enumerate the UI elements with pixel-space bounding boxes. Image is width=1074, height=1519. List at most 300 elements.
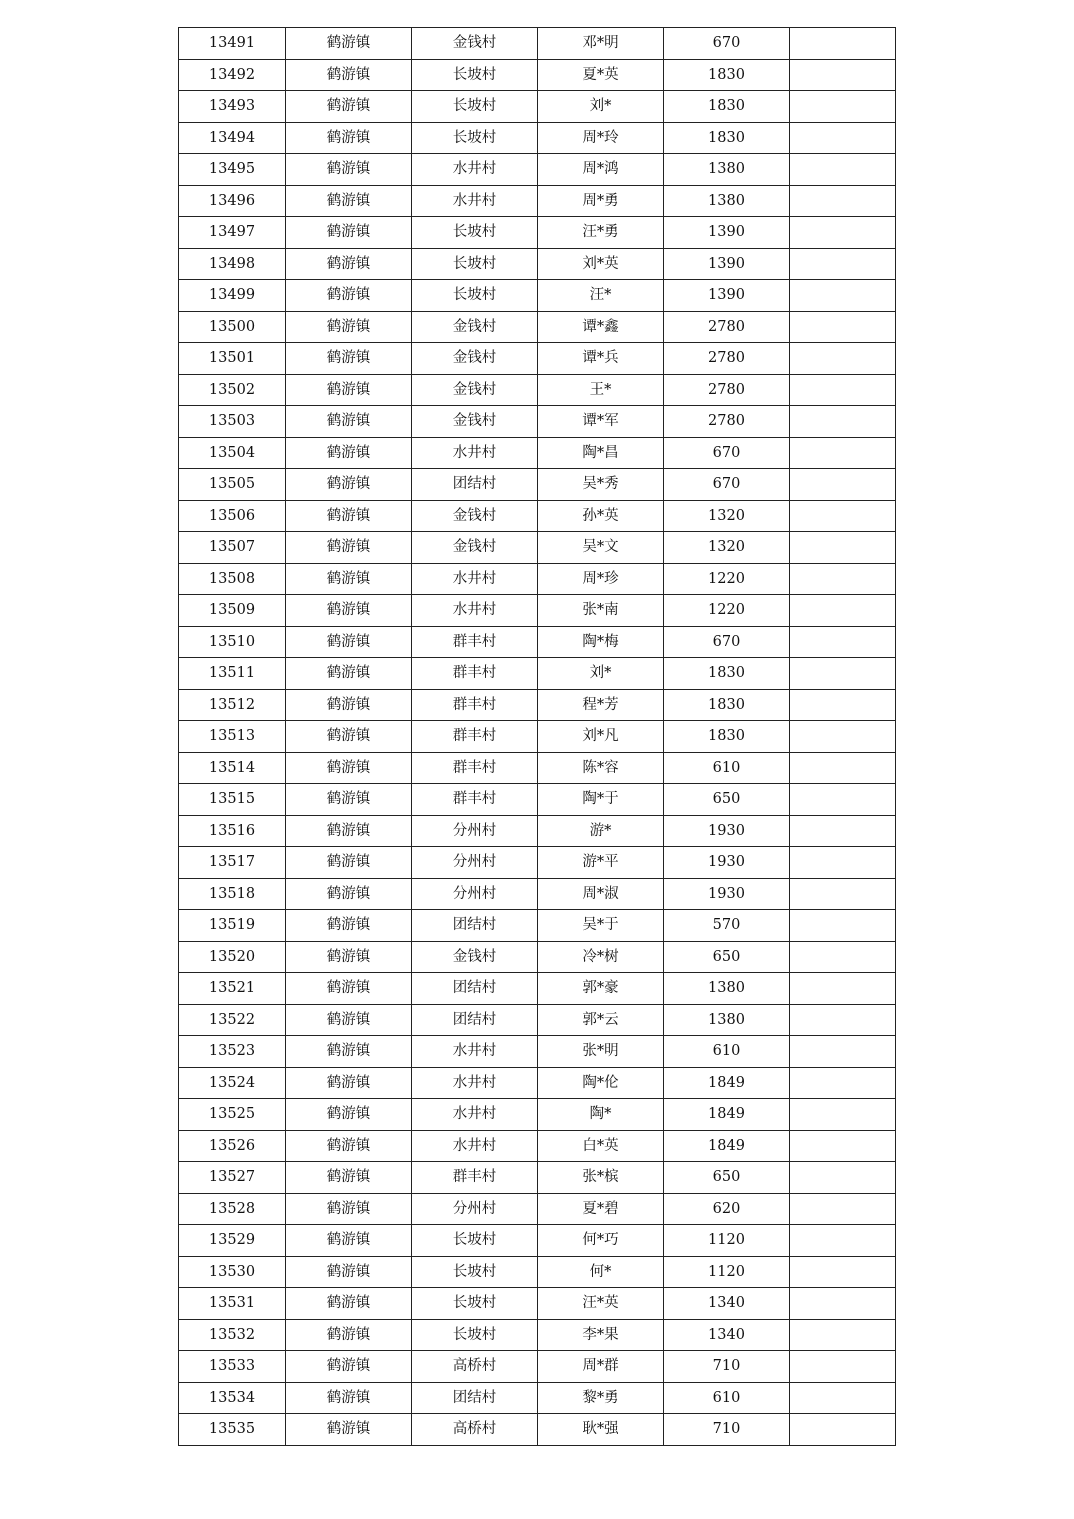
serial-number-cell: 13492 [179, 59, 286, 91]
serial-number-cell: 13525 [179, 1099, 286, 1131]
town-cell: 鹤游镇 [286, 1099, 412, 1131]
village-cell: 金钱村 [412, 406, 538, 438]
table-row [179, 437, 896, 469]
village-cell: 金钱村 [412, 374, 538, 406]
village-cell: 群丰村 [412, 1162, 538, 1194]
amount-cell: 2780 [664, 374, 790, 406]
village-cell: 群丰村 [412, 658, 538, 690]
amount-cell: 610 [664, 1382, 790, 1414]
serial-number-cell: 13530 [179, 1256, 286, 1288]
amount-cell: 570 [664, 910, 790, 942]
village-cell: 长坡村 [412, 1319, 538, 1351]
village-cell: 水井村 [412, 1036, 538, 1068]
town-cell: 鹤游镇 [286, 910, 412, 942]
table-row [179, 1036, 896, 1068]
town-cell: 鹤游镇 [286, 1004, 412, 1036]
name-cell: 程*芳 [538, 689, 664, 721]
amount-cell: 1340 [664, 1288, 790, 1320]
serial-number-cell: 13519 [179, 910, 286, 942]
remark-cell [790, 910, 896, 942]
serial-number-cell: 13535 [179, 1414, 286, 1446]
remark-cell [790, 1004, 896, 1036]
serial-number-cell: 13517 [179, 847, 286, 879]
remark-cell [790, 1225, 896, 1257]
amount-cell: 650 [664, 784, 790, 816]
serial-number-cell: 13504 [179, 437, 286, 469]
amount-cell: 1830 [664, 689, 790, 721]
amount-cell: 1849 [664, 1067, 790, 1099]
village-cell: 金钱村 [412, 941, 538, 973]
serial-number-cell: 13506 [179, 500, 286, 532]
remark-cell [790, 1288, 896, 1320]
serial-number-cell: 13518 [179, 878, 286, 910]
name-cell: 耿*强 [538, 1414, 664, 1446]
serial-number-cell: 13524 [179, 1067, 286, 1099]
table-row [179, 973, 896, 1005]
town-cell: 鹤游镇 [286, 311, 412, 343]
amount-cell: 1380 [664, 1004, 790, 1036]
table-row [179, 1319, 896, 1351]
serial-number-cell: 13499 [179, 280, 286, 312]
amount-cell: 2780 [664, 343, 790, 375]
name-cell: 黎*勇 [538, 1382, 664, 1414]
town-cell: 鹤游镇 [286, 784, 412, 816]
town-cell: 鹤游镇 [286, 28, 412, 60]
town-cell: 鹤游镇 [286, 532, 412, 564]
table-row [179, 595, 896, 627]
remark-cell [790, 469, 896, 501]
name-cell: 周*勇 [538, 185, 664, 217]
amount-cell: 670 [664, 437, 790, 469]
village-cell: 长坡村 [412, 122, 538, 154]
serial-number-cell: 13500 [179, 311, 286, 343]
table-row [179, 185, 896, 217]
amount-cell: 1390 [664, 217, 790, 249]
town-cell: 鹤游镇 [286, 406, 412, 438]
serial-number-cell: 13511 [179, 658, 286, 690]
village-cell: 长坡村 [412, 1256, 538, 1288]
village-cell: 金钱村 [412, 311, 538, 343]
serial-number-cell: 13514 [179, 752, 286, 784]
village-cell: 水井村 [412, 1067, 538, 1099]
table-row [179, 1414, 896, 1446]
roster-table-body [179, 28, 896, 1446]
amount-cell: 1120 [664, 1225, 790, 1257]
village-cell: 长坡村 [412, 59, 538, 91]
town-cell: 鹤游镇 [286, 500, 412, 532]
village-cell: 团结村 [412, 973, 538, 1005]
amount-cell: 650 [664, 941, 790, 973]
serial-number-cell: 13531 [179, 1288, 286, 1320]
amount-cell: 1830 [664, 122, 790, 154]
remark-cell [790, 626, 896, 658]
name-cell: 游* [538, 815, 664, 847]
town-cell: 鹤游镇 [286, 59, 412, 91]
town-cell: 鹤游镇 [286, 815, 412, 847]
serial-number-cell: 13510 [179, 626, 286, 658]
remark-cell [790, 1351, 896, 1383]
town-cell: 鹤游镇 [286, 1036, 412, 1068]
remark-cell [790, 1193, 896, 1225]
name-cell: 陶*梅 [538, 626, 664, 658]
amount-cell: 2780 [664, 311, 790, 343]
serial-number-cell: 13513 [179, 721, 286, 753]
serial-number-cell: 13501 [179, 343, 286, 375]
remark-cell [790, 815, 896, 847]
remark-cell [790, 1256, 896, 1288]
town-cell: 鹤游镇 [286, 374, 412, 406]
remark-cell [790, 973, 896, 1005]
table-row [179, 910, 896, 942]
village-cell: 水井村 [412, 595, 538, 627]
village-cell: 长坡村 [412, 1225, 538, 1257]
name-cell: 谭*鑫 [538, 311, 664, 343]
table-row [179, 847, 896, 879]
remark-cell [790, 248, 896, 280]
amount-cell: 1849 [664, 1130, 790, 1162]
village-cell: 群丰村 [412, 721, 538, 753]
table-row [179, 721, 896, 753]
town-cell: 鹤游镇 [286, 1162, 412, 1194]
remark-cell [790, 59, 896, 91]
serial-number-cell: 13507 [179, 532, 286, 564]
town-cell: 鹤游镇 [286, 122, 412, 154]
town-cell: 鹤游镇 [286, 658, 412, 690]
remark-cell [790, 28, 896, 60]
village-cell: 分州村 [412, 815, 538, 847]
village-cell: 金钱村 [412, 28, 538, 60]
name-cell: 邓*明 [538, 28, 664, 60]
table-row [179, 1193, 896, 1225]
town-cell: 鹤游镇 [286, 563, 412, 595]
table-row [179, 658, 896, 690]
serial-number-cell: 13521 [179, 973, 286, 1005]
name-cell: 陶*伦 [538, 1067, 664, 1099]
town-cell: 鹤游镇 [286, 878, 412, 910]
table-row [179, 280, 896, 312]
serial-number-cell: 13496 [179, 185, 286, 217]
name-cell: 何* [538, 1256, 664, 1288]
remark-cell [790, 1130, 896, 1162]
village-cell: 长坡村 [412, 248, 538, 280]
village-cell: 水井村 [412, 154, 538, 186]
serial-number-cell: 13502 [179, 374, 286, 406]
name-cell: 张*槟 [538, 1162, 664, 1194]
town-cell: 鹤游镇 [286, 847, 412, 879]
amount-cell: 1830 [664, 721, 790, 753]
table-row [179, 217, 896, 249]
village-cell: 水井村 [412, 185, 538, 217]
remark-cell [790, 217, 896, 249]
remark-cell [790, 185, 896, 217]
name-cell: 汪* [538, 280, 664, 312]
village-cell: 水井村 [412, 1130, 538, 1162]
amount-cell: 710 [664, 1351, 790, 1383]
name-cell: 刘*凡 [538, 721, 664, 753]
name-cell: 周*淑 [538, 878, 664, 910]
remark-cell [790, 1162, 896, 1194]
table-row [179, 941, 896, 973]
remark-cell [790, 878, 896, 910]
table-row [179, 500, 896, 532]
table-row [179, 1256, 896, 1288]
village-cell: 群丰村 [412, 784, 538, 816]
serial-number-cell: 13509 [179, 595, 286, 627]
amount-cell: 1340 [664, 1319, 790, 1351]
village-cell: 长坡村 [412, 217, 538, 249]
name-cell: 游*平 [538, 847, 664, 879]
serial-number-cell: 13494 [179, 122, 286, 154]
serial-number-cell: 13491 [179, 28, 286, 60]
remark-cell [790, 1319, 896, 1351]
name-cell: 谭*军 [538, 406, 664, 438]
village-cell: 群丰村 [412, 689, 538, 721]
serial-number-cell: 13529 [179, 1225, 286, 1257]
village-cell: 水井村 [412, 437, 538, 469]
town-cell: 鹤游镇 [286, 721, 412, 753]
town-cell: 鹤游镇 [286, 689, 412, 721]
table-row [179, 532, 896, 564]
table-row [179, 752, 896, 784]
amount-cell: 1830 [664, 91, 790, 123]
remark-cell [790, 437, 896, 469]
name-cell: 周*群 [538, 1351, 664, 1383]
remark-cell [790, 941, 896, 973]
serial-number-cell: 13516 [179, 815, 286, 847]
town-cell: 鹤游镇 [286, 1319, 412, 1351]
name-cell: 陶*于 [538, 784, 664, 816]
amount-cell: 1930 [664, 878, 790, 910]
village-cell: 团结村 [412, 469, 538, 501]
name-cell: 汪*勇 [538, 217, 664, 249]
table-row [179, 1351, 896, 1383]
name-cell: 白*英 [538, 1130, 664, 1162]
table-row [179, 59, 896, 91]
table-row [179, 469, 896, 501]
amount-cell: 670 [664, 28, 790, 60]
amount-cell: 1380 [664, 154, 790, 186]
table-row [179, 1067, 896, 1099]
remark-cell [790, 721, 896, 753]
village-cell: 金钱村 [412, 343, 538, 375]
amount-cell: 2780 [664, 406, 790, 438]
serial-number-cell: 13523 [179, 1036, 286, 1068]
table-row [179, 784, 896, 816]
amount-cell: 650 [664, 1162, 790, 1194]
serial-number-cell: 13508 [179, 563, 286, 595]
serial-number-cell: 13512 [179, 689, 286, 721]
amount-cell: 610 [664, 752, 790, 784]
remark-cell [790, 311, 896, 343]
serial-number-cell: 13495 [179, 154, 286, 186]
name-cell: 冷*树 [538, 941, 664, 973]
town-cell: 鹤游镇 [286, 437, 412, 469]
town-cell: 鹤游镇 [286, 248, 412, 280]
town-cell: 鹤游镇 [286, 1193, 412, 1225]
remark-cell [790, 1036, 896, 1068]
town-cell: 鹤游镇 [286, 469, 412, 501]
amount-cell: 1380 [664, 185, 790, 217]
town-cell: 鹤游镇 [286, 1225, 412, 1257]
village-cell: 高桥村 [412, 1351, 538, 1383]
village-cell: 团结村 [412, 910, 538, 942]
table-row [179, 878, 896, 910]
remark-cell [790, 532, 896, 564]
town-cell: 鹤游镇 [286, 1256, 412, 1288]
table-row [179, 1162, 896, 1194]
name-cell: 刘*英 [538, 248, 664, 280]
town-cell: 鹤游镇 [286, 91, 412, 123]
amount-cell: 1120 [664, 1256, 790, 1288]
amount-cell: 670 [664, 469, 790, 501]
village-cell: 分州村 [412, 1193, 538, 1225]
serial-number-cell: 13533 [179, 1351, 286, 1383]
town-cell: 鹤游镇 [286, 154, 412, 186]
serial-number-cell: 13526 [179, 1130, 286, 1162]
table-row [179, 248, 896, 280]
name-cell: 谭*兵 [538, 343, 664, 375]
village-cell: 团结村 [412, 1382, 538, 1414]
serial-number-cell: 13505 [179, 469, 286, 501]
table-row [179, 154, 896, 186]
serial-number-cell: 13522 [179, 1004, 286, 1036]
table-row [179, 311, 896, 343]
amount-cell: 1380 [664, 973, 790, 1005]
name-cell: 何*巧 [538, 1225, 664, 1257]
amount-cell: 1930 [664, 815, 790, 847]
town-cell: 鹤游镇 [286, 217, 412, 249]
remark-cell [790, 406, 896, 438]
town-cell: 鹤游镇 [286, 343, 412, 375]
village-cell: 分州村 [412, 878, 538, 910]
town-cell: 鹤游镇 [286, 1351, 412, 1383]
serial-number-cell: 13534 [179, 1382, 286, 1414]
serial-number-cell: 13493 [179, 91, 286, 123]
remark-cell [790, 122, 896, 154]
name-cell: 刘* [538, 658, 664, 690]
table-row [179, 1225, 896, 1257]
name-cell: 汪*英 [538, 1288, 664, 1320]
amount-cell: 1390 [664, 248, 790, 280]
table-row [179, 91, 896, 123]
town-cell: 鹤游镇 [286, 752, 412, 784]
amount-cell: 1320 [664, 500, 790, 532]
name-cell: 陈*容 [538, 752, 664, 784]
table-row [179, 563, 896, 595]
village-cell: 水井村 [412, 1099, 538, 1131]
village-cell: 分州村 [412, 847, 538, 879]
amount-cell: 1390 [664, 280, 790, 312]
table-row [179, 626, 896, 658]
amount-cell: 1849 [664, 1099, 790, 1131]
table-row [179, 689, 896, 721]
serial-number-cell: 13520 [179, 941, 286, 973]
remark-cell [790, 847, 896, 879]
town-cell: 鹤游镇 [286, 941, 412, 973]
name-cell: 周*鸿 [538, 154, 664, 186]
table-row [179, 1004, 896, 1036]
serial-number-cell: 13532 [179, 1319, 286, 1351]
name-cell: 吴*秀 [538, 469, 664, 501]
remark-cell [790, 343, 896, 375]
remark-cell [790, 500, 896, 532]
remark-cell [790, 689, 896, 721]
amount-cell: 710 [664, 1414, 790, 1446]
remark-cell [790, 1414, 896, 1446]
town-cell: 鹤游镇 [286, 1414, 412, 1446]
amount-cell: 670 [664, 626, 790, 658]
amount-cell: 1220 [664, 563, 790, 595]
table-row [179, 343, 896, 375]
serial-number-cell: 13503 [179, 406, 286, 438]
town-cell: 鹤游镇 [286, 185, 412, 217]
town-cell: 鹤游镇 [286, 280, 412, 312]
name-cell: 夏*碧 [538, 1193, 664, 1225]
table-row [179, 815, 896, 847]
town-cell: 鹤游镇 [286, 1382, 412, 1414]
remark-cell [790, 595, 896, 627]
remark-cell [790, 374, 896, 406]
amount-cell: 1830 [664, 59, 790, 91]
name-cell: 张*南 [538, 595, 664, 627]
table-row [179, 374, 896, 406]
name-cell: 吴*于 [538, 910, 664, 942]
village-cell: 高桥村 [412, 1414, 538, 1446]
amount-cell: 1220 [664, 595, 790, 627]
village-cell: 金钱村 [412, 500, 538, 532]
serial-number-cell: 13528 [179, 1193, 286, 1225]
remark-cell [790, 658, 896, 690]
village-cell: 团结村 [412, 1004, 538, 1036]
name-cell: 夏*英 [538, 59, 664, 91]
remark-cell [790, 91, 896, 123]
town-cell: 鹤游镇 [286, 1067, 412, 1099]
remark-cell [790, 1067, 896, 1099]
name-cell: 陶*昌 [538, 437, 664, 469]
table-row [179, 406, 896, 438]
village-cell: 群丰村 [412, 752, 538, 784]
table-row [179, 1130, 896, 1162]
table-row [179, 1382, 896, 1414]
remark-cell [790, 752, 896, 784]
amount-cell: 1830 [664, 658, 790, 690]
amount-cell: 1320 [664, 532, 790, 564]
amount-cell: 1930 [664, 847, 790, 879]
remark-cell [790, 1099, 896, 1131]
serial-number-cell: 13515 [179, 784, 286, 816]
village-cell: 长坡村 [412, 91, 538, 123]
name-cell: 王* [538, 374, 664, 406]
serial-number-cell: 13498 [179, 248, 286, 280]
name-cell: 周*珍 [538, 563, 664, 595]
remark-cell [790, 280, 896, 312]
remark-cell [790, 154, 896, 186]
name-cell: 郭*云 [538, 1004, 664, 1036]
name-cell: 吴*文 [538, 532, 664, 564]
village-cell: 水井村 [412, 563, 538, 595]
village-cell: 金钱村 [412, 532, 538, 564]
table-row [179, 1288, 896, 1320]
name-cell: 陶* [538, 1099, 664, 1131]
amount-cell: 620 [664, 1193, 790, 1225]
town-cell: 鹤游镇 [286, 1130, 412, 1162]
village-cell: 群丰村 [412, 626, 538, 658]
roster-table [178, 27, 896, 1446]
table-row [179, 122, 896, 154]
serial-number-cell: 13497 [179, 217, 286, 249]
town-cell: 鹤游镇 [286, 595, 412, 627]
amount-cell: 610 [664, 1036, 790, 1068]
